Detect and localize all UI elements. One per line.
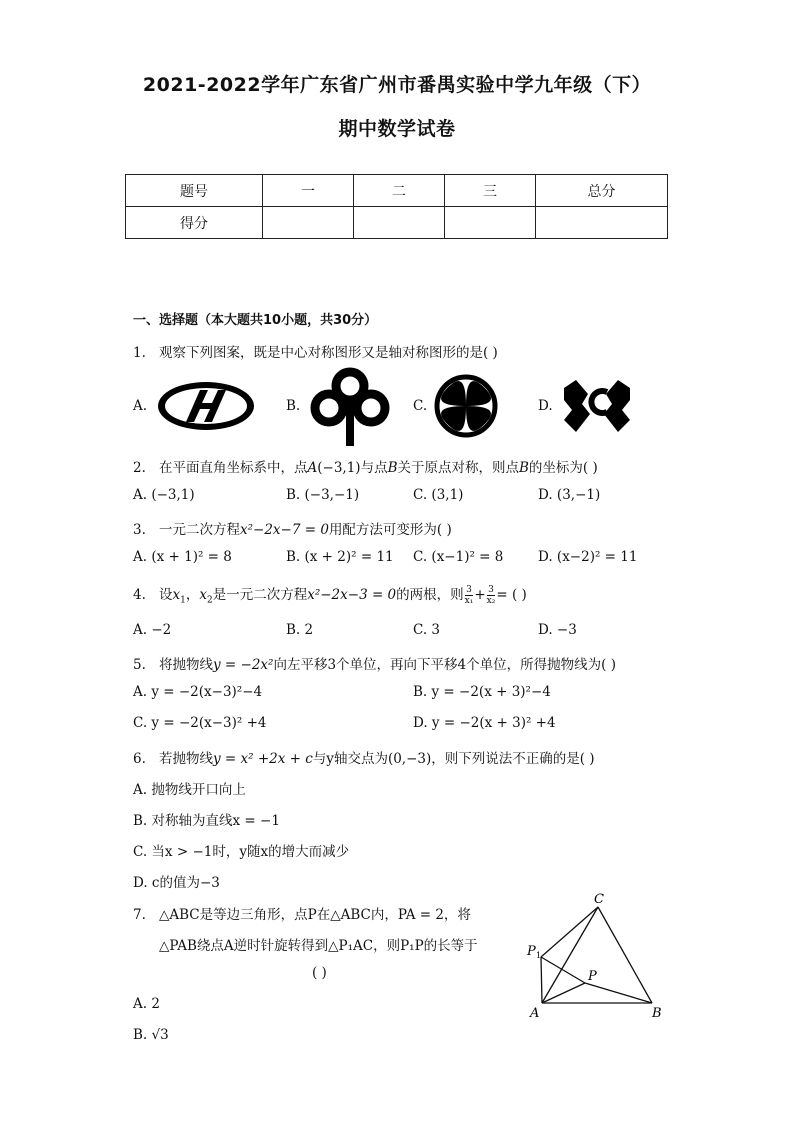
- q6-option-c: C. 当x > −1时，y随x的增大而减少: [133, 844, 350, 860]
- question-number: 5.: [133, 657, 146, 673]
- question-3: [133, 518, 452, 538]
- four-petal-circle-icon: [434, 374, 498, 438]
- q4-option-a: A. −2: [133, 622, 172, 638]
- q6-equation: y = x² +2x + c: [213, 751, 313, 767]
- q7-line1: △ABC是等边三角形，点P在△ABC内，PA = 2，将: [159, 907, 471, 923]
- score-header-cell: 总分: [536, 175, 668, 207]
- q6-option-a: A. 抛物线开口向上: [133, 782, 246, 798]
- q4-text: = ( ): [496, 587, 527, 603]
- three-rings-logo-icon: [308, 366, 392, 448]
- question-number: 7.: [133, 907, 146, 923]
- q3-option-a: A. (x + 1)² = 8: [133, 549, 232, 565]
- score-table: [125, 174, 668, 239]
- point-a-coord: (−3,1): [317, 460, 361, 476]
- vertex-c-label: C: [594, 892, 604, 907]
- score-cell: [263, 207, 354, 239]
- q2-text: 在平面直角坐标系中，点: [159, 460, 308, 476]
- q2-text: 与点: [360, 460, 388, 476]
- point-b-label: B: [387, 460, 398, 476]
- score-header-cell: 题号: [126, 175, 263, 207]
- q2-option-c: C. (3,1): [413, 487, 464, 503]
- score-header-cell: 三: [445, 175, 536, 207]
- q2-text: 的坐标为( ): [528, 460, 598, 476]
- score-cell: [536, 207, 668, 239]
- fraction-denominator: x₁: [464, 596, 474, 606]
- question-5: [133, 653, 616, 673]
- question-number: 1.: [133, 345, 146, 361]
- root-x2-subscript: 2: [206, 595, 213, 606]
- q4-option-b: B. 2: [286, 622, 314, 638]
- point-a-label: A: [307, 460, 318, 476]
- q3-equation: x²−2x−7 = 0: [240, 522, 329, 538]
- question-1: [133, 341, 498, 361]
- q4-equation: x²−2x−3 = 0: [307, 587, 397, 603]
- equilateral-triangle-figure: [522, 885, 672, 1020]
- q2-option-b: B. (−3,−1): [286, 487, 360, 503]
- oval-h-logo-icon: [156, 380, 256, 432]
- q1-option-c-label: C.: [413, 398, 428, 414]
- q4-option-d: D. −3: [538, 622, 577, 638]
- vertex-b-label: B: [652, 1006, 662, 1020]
- bank-logo-icon: [562, 378, 632, 434]
- q2-text: 关于原点对称，则点: [397, 460, 519, 476]
- q5-option-a: A. y = −2(x−3)²−4: [133, 684, 263, 700]
- q5-option-b: B. y = −2(x + 3)²−4: [413, 684, 551, 700]
- score-cell: [445, 207, 536, 239]
- q2-option-a: A. (−3,1): [133, 487, 195, 503]
- q3-option-c: C. (x−1)² = 8: [413, 549, 504, 565]
- question-number: 2.: [133, 460, 146, 476]
- fraction-3-over-x2: [487, 585, 496, 606]
- q6-text: 若抛物线: [159, 751, 213, 767]
- q5-equation: y = −2x²: [213, 657, 274, 673]
- vertex-a-label: A: [530, 1006, 540, 1020]
- q7-line3: ( ): [312, 965, 327, 981]
- q4-text: 是一元二次方程: [212, 587, 308, 603]
- score-header-cell: 一: [263, 175, 354, 207]
- point-p1-label: P: [527, 944, 536, 959]
- q4-comma: ，: [185, 587, 200, 603]
- q6-option-b: B. 对称轴为直线x = −1: [133, 813, 280, 829]
- q1-option-b-label: B.: [286, 398, 301, 414]
- question-number: 3.: [133, 522, 146, 538]
- score-row-label: 得分: [126, 207, 263, 239]
- point-b-label: B: [519, 460, 529, 476]
- q3-text: 用配方法可变形为( ): [328, 522, 452, 538]
- q2-option-d: D. (3,−1): [538, 487, 601, 503]
- score-table-score-row: [126, 207, 668, 239]
- q4-option-c: C. 3: [413, 622, 441, 638]
- root-x2: x: [199, 587, 207, 603]
- question-6: [133, 747, 595, 767]
- q7-line2: △PAB绕点A逆时针旋转得到△P₁AC，则P₁P的长等于: [159, 938, 478, 954]
- q6-option-d: D. c的值为−3: [133, 875, 220, 891]
- q4-text: 的两根，则: [396, 587, 464, 603]
- q4-text: 设: [159, 587, 173, 603]
- point-p1-subscript: 1: [536, 951, 542, 960]
- q3-text: 一元二次方程: [159, 522, 240, 538]
- fraction-numerator: 3: [466, 585, 472, 595]
- q5-text: 向左平移3个单位，再向下平移4个单位，所得抛物线为( ): [273, 657, 616, 673]
- fraction-3-over-x1: [465, 585, 474, 606]
- question-number: 6.: [133, 751, 146, 767]
- q1-option-d-label: D.: [538, 398, 553, 414]
- point-p-label: P: [588, 969, 597, 984]
- q5-option-c: C. y = −2(x−3)² +4: [133, 715, 267, 731]
- q7-option-b: B. √3: [133, 1027, 169, 1043]
- question-7: [133, 903, 471, 923]
- fraction-denominator: x₂: [486, 596, 496, 606]
- q3-option-d: D. (x−2)² = 11: [538, 549, 638, 565]
- exam-title-line1: 2021-2022学年广东省广州市番禺实验中学九年级（下）: [142, 74, 652, 96]
- score-header-cell: 二: [354, 175, 445, 207]
- score-table-header-row: [126, 175, 668, 207]
- question-4: [133, 583, 527, 606]
- plus-sign: +: [474, 587, 486, 603]
- score-cell: [354, 207, 445, 239]
- question-stem: 观察下列图案，既是中心对称图形又是轴对称图形的是( ): [159, 345, 498, 361]
- fraction-numerator: 3: [488, 585, 494, 595]
- exam-title-line2: 期中数学试卷: [338, 118, 456, 140]
- q7-option-a: A. 2: [133, 996, 160, 1012]
- section-heading: 一、选择题（本大题共10小题，共30分）: [133, 313, 378, 328]
- q5-text: 将抛物线: [159, 657, 213, 673]
- q6-text: 与y轴交点为(0,−3)，则下列说法不正确的是( ): [312, 751, 595, 767]
- q3-option-b: B. (x + 2)² = 11: [286, 549, 394, 565]
- question-number: 4.: [133, 587, 146, 603]
- question-2: [133, 456, 598, 476]
- q5-option-d: D. y = −2(x + 3)² +4: [413, 715, 556, 731]
- root-x1-subscript: 1: [180, 595, 186, 606]
- q1-option-a-label: A.: [133, 398, 148, 414]
- root-x1: x: [172, 587, 181, 603]
